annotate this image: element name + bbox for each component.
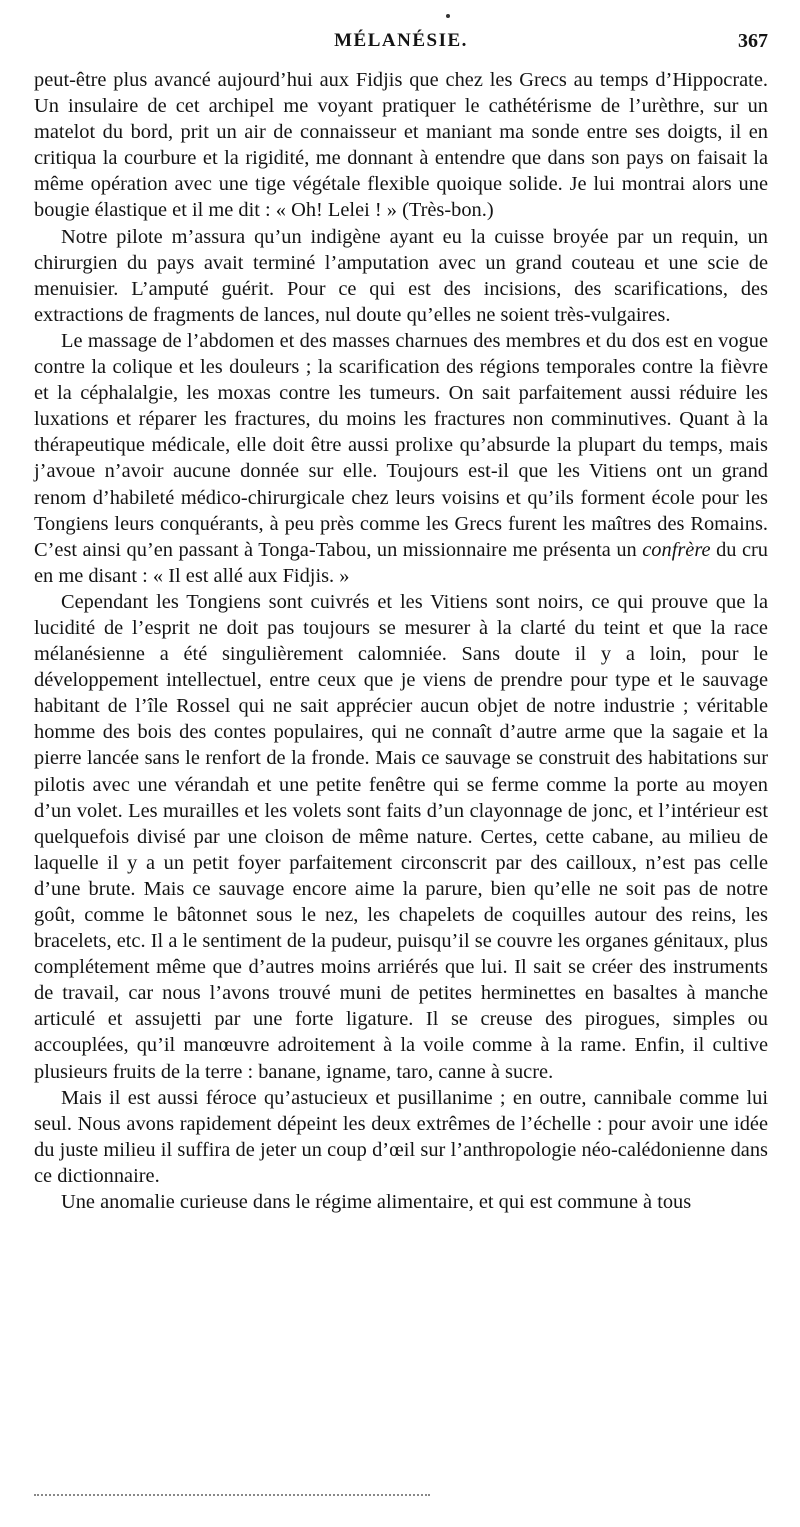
paragraph-massage-text-end: du cru en me disant : « Il est allé aux Fidjis. »	[34, 538, 769, 587]
page-number: 367	[738, 30, 768, 52]
paragraph-anomalie: Une anomalie curieuse dans le régime alimentaire, et qui est commune à tous	[61, 1191, 692, 1214]
paragraph-continued: peut-être plus avancé aujourd’hui aux Fidjis que chez les Grecs au temps d’Hippocrate. Un insulaire de cet archipel me voyant pratiquer le cathétérisme de l’urèthre, sur un matelot du bord, prit un air de connaisseur et maniant ma sonde entre ses doigts, il en critiqua la courbure et la rigidité, me donnant à entendre que dans son pays on faisait la même opération avec une tige végétale flexible quoique solide. Je lui montrai alors une bougie élastique et il me dit : « Oh! Lelei ! » (Très-bon.)	[34, 69, 768, 222]
paragraph-amputation: Notre pilote m’assura qu’un indigène ayant eu la cuisse broyée par un requin, un chirurgien du pays avait terminé l’amputation avec un grand couteau et une scie de menuisier. L’amputé guérit. Pour ce qui est des incisions, des scarifications, des extractions de fragments de lances, nul doute qu’elles ne soient très-vulgaires.	[34, 225, 768, 326]
printer-mark	[446, 14, 450, 18]
paragraph-cannibale: Mais il est aussi féroce qu’astucieux et pusillanime ; en outre, cannibale comme lui seul. Nous avons rapidement dépeint les deux extrêmes de l’échelle : pour avoir une idée du juste milieu il suffira de jeter un coup d’œil sur l’anthropologie néo-calédonienne dans ce dictionnaire.	[34, 1086, 768, 1187]
emphasis-confrere: confrère	[642, 538, 711, 561]
page-header	[34, 30, 768, 62]
footer-dotted-rule	[34, 1494, 430, 1496]
page-body	[34, 67, 768, 1215]
paragraph-tongiens: Cependant les Tongiens sont cuivrés et les Vitiens sont noirs, ce qui prouve que la lucidité de l’esprit ne doit pas toujours se mesurer à la clarté du teint et que la race mélanésienne a été singulièrement calomniée. Sans doute il y a loin, pour le développement intellectuel, entre ceux que je viens de prendre pour type et le sauvage habitant de l’île Rossel qui ne sait apprécier aucun objet de notre industrie ; véritable homme des bois des contes populaires, qui ne connaît d’autre arme que la sagaie et la pierre lancée sans le renfort de la fronde. Mais ce sauvage se construit des habitations sur pilotis avec une vérandah et une petite fenêtre qui se ferme comme la porte au moyen d’un volet. Les murailles et les volets sont faits d’un clayonnage de jonc, et l’intérieur est quelquefois divisé par une cloison de même nature. Certes, cette cabane, au milieu de laquelle il y a un petit foyer parfaitement circonscrit par des cailloux, n’est pas celle d’une brute. Mais ce sauvage encore aime la parure, bien qu’elle ne soit pas de notre goût, comme le bâtonnet sous le nez, les chapelets de coquilles autour des reins, les bracelets, etc. Il a le sentiment de la pudeur, puisqu’il se couvre les organes génitaux, plus complétement même que d’autres moins arriérés que lui. Il sait se créer des instruments de travail, car nous l’avons trouvé muni de petites herminettes en basaltes à manche articulé et assujetti par une forte ligature. Il se creuse des pirogues, simples ou accouplées, qu’il manœuvre adroitement à la voile comme à la rame. Enfin, il cultive plusieurs fruits de la terre : banane, igname, taro, canne à sucre.	[34, 590, 768, 1083]
running-head: MÉLANÉSIE.	[334, 30, 468, 51]
paragraph-massage-text: Le massage de l’abdomen et des masses charnues des membres et du dos est en vogue contre la colique et les douleurs ; la scarification des régions temporales contre la fièvre et la céphalalgie, les moxas contre les tumeurs. On sait parfaitement aussi réduire les luxations et réparer les fractures, du moins les fractures non comminutives. Quant à la thérapeutique médicale, elle doit être aussi prolixe qu’absurde la plupart du temps, mais j’avoue n’avoir aucune donnée sur elle. Toujours est-il que les Vitiens ont un grand renom d’habileté médico-chirurgicale chez leurs voisins et qu’ils forment école pour les Tongiens leurs conquérants, à peu près comme les Grecs furent les maîtres des Romains. C’est ainsi qu’en passant à Tonga-Tabou, un missionnaire me présenta un	[34, 329, 768, 561]
paragraph-massage	[34, 328, 768, 589]
